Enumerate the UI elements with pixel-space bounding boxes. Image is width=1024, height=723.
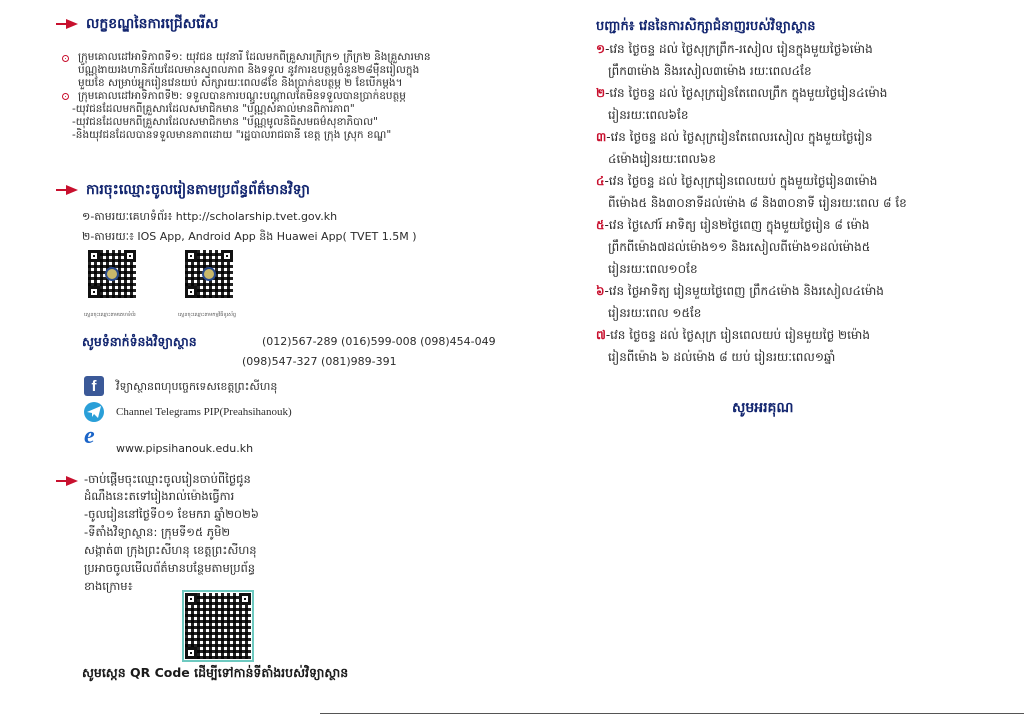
location-qr-code[interactable] — [185, 593, 251, 659]
schedule-text: ពីម៉ោង៥ និង៣០នាទីដល់ម៉ោង ៨ និង៣០នាទី រៀនរយៈពេល ៨ ខែ — [608, 196, 907, 210]
schedule-number: ២ — [596, 86, 606, 100]
thank-you-text: សូមអរគុណ — [732, 400, 794, 416]
schedule-line — [608, 262, 698, 277]
schedule-line — [608, 64, 812, 79]
schedule-text: -វេន ថ្ងៃចន្ទ ដល់ ថ្ងៃសុក្រ រៀនពេលយប់ រៀនមួយថ្ងៃ ២ម៉ោង — [605, 328, 870, 342]
registration-apps: ២-តាមរយៈ៖ IOS App, Android App និង Huawei App( TVET 1.5M ) — [82, 230, 417, 243]
criteria-line: -យុវជនដែលមកពីគ្រួសារដែលសមាជិកមាន "ប័ណ្ណមូលនិធិសមធម៌សុខាភិបាល" — [72, 116, 378, 128]
schedule-line — [596, 328, 870, 343]
schedule-text: -វេន ថ្ងៃអាទិត្យ រៀនមួយថ្ងៃពេញ ព្រឹក៤ម៉ោង និងរសៀល៤ម៉ោង — [604, 284, 884, 298]
schedule-line — [608, 306, 701, 321]
schedule-number: ១ — [596, 42, 606, 56]
registration-title: ការចុះឈ្មោះចូលរៀនតាមប្រព័ន្ធព័ត៌មានវិទ្យា — [86, 182, 310, 198]
criteria-line: ប័ណ្ណងាយរងហានិភ័យដែលមានសុពលភាព និងទទួល នូវការឧបត្ថម្ភចំនួន២៨ម៉ឺនរៀលក្នុង — [78, 64, 420, 76]
note-line: សង្កាត់៣ ក្រុងព្រះសីហនុ ខេត្តព្រះសីហនុ — [84, 543, 257, 557]
schedule-line — [596, 86, 887, 101]
schedule-number: ៤ — [596, 174, 605, 188]
note-line: -ចាប់ផ្តើមចុះឈ្មោះចូលរៀនចាប់ពីថ្ងៃជូន — [84, 472, 251, 486]
facebook-page-name[interactable]: វិទ្យាស្ថានពហុបច្ចេកទេសខេត្តព្រះសីហនុ — [116, 380, 278, 393]
schedule-text: ព្រឹក៣ម៉ោង និងរសៀល៣ម៉ោង រយៈពេល៤ខែ — [608, 64, 812, 78]
schedule-line — [596, 130, 872, 145]
bottom-divider — [320, 713, 1024, 714]
schedule-text: -វេន ថ្ងៃចន្ទ ដល់ ថ្ងៃសុក្ររៀនពេលយប់ ក្នុងមួយថ្ងៃរៀន៣ម៉ោង — [604, 174, 878, 188]
schedule-line — [608, 350, 835, 365]
note-line: ប្រអាចចូលមើលព័ត៌មានបន្ថែមតាមប្រព័ន្ធ — [84, 561, 256, 575]
scan-instruction: សូមស្កេន QR Code ដើម្បីទៅកាន់ទីតាំងរបស់វិទ្យាស្ថាន — [82, 665, 349, 680]
schedule-text: រៀនរយៈពេល ១៥ខែ — [608, 306, 702, 320]
schedule-title: បញ្ជាក់៖ វេននៃការសិក្សាជំនាញរបស់វិទ្យាស្ថាន — [596, 19, 816, 34]
criteria-line: ក្រុមគោលដៅអាទិភាពទី១: យុវជន យុវនារី ដែលមកពីគ្រួសារក្រីក្រ១ ក្រីក្រ២ និងគ្រួសារមាន — [78, 51, 431, 63]
registration-heading — [56, 180, 310, 201]
criteria-line: -យុវជនដែលមកពីគ្រួសារដែលសមាជិកមាន "ប័ណ្ណសំគាល់មានពិការភាព" — [72, 103, 355, 115]
schedule-number: ៦ — [596, 284, 605, 298]
schedule-text: ៤ម៉ោងរៀនរយៈពេល៦ខ — [608, 152, 717, 166]
contact-phones: (012)567-289 (016)599-008 (098)454-049 — [262, 335, 496, 348]
flower-bullet-icon — [62, 93, 69, 100]
schedule-text: រៀនពីម៉ោង ៦ ដល់ម៉ោង ៨ យប់ រៀនរយៈពេល១ឆ្នាំ — [608, 350, 836, 364]
institute-logo-icon — [202, 267, 216, 281]
right-panel — [580, 0, 1000, 723]
web-browser-icon[interactable]: e — [84, 423, 95, 449]
schedule-text: -វេន ថ្ងៃចន្ទ ដល់ ថ្ងៃសុក្រព្រឹក-រសៀល រៀនក្នុងមួយថ្ងៃ៦ម៉ោង — [605, 42, 873, 56]
facebook-icon[interactable]: f — [84, 376, 104, 396]
schedule-number: ៣ — [596, 130, 607, 144]
schedule-line — [596, 174, 877, 189]
selection-criteria-heading — [56, 14, 218, 35]
schedule-text: រៀនរយៈពេល៦ខែ — [608, 108, 689, 122]
schedule-line — [596, 218, 870, 233]
note-line: -ទីតាំងវិទ្យាស្ថាន: ក្រុមទី១៥ ភូមិ២ — [84, 525, 231, 539]
schedule-number: ៥ — [596, 218, 605, 232]
contact-label: សូមទំនាក់ទំនងវិទ្យាស្ថាន — [82, 334, 197, 349]
criteria-line: មួយខែ សម្រាប់អ្នករៀនវេនយប់ សិក្សារយៈពេល៨ខែ និងប្រាក់ឧបត្ថម្ភ ២ ខែបើកម្តង។ — [78, 77, 403, 89]
qr1-caption: ស្កេនចុះឈ្មោះតាមគេហទំព័រ — [84, 312, 136, 318]
flower-bullet-icon — [62, 55, 69, 62]
criteria-line: ក្រុមគោលដៅអាទិភាពទី២: ទទួលបានការបណ្តុះបណ្តាលតែមិនទទួលបានប្រាក់ឧបត្ថម្ភ — [78, 90, 406, 102]
schedule-line — [596, 284, 884, 299]
schedule-line — [608, 196, 907, 211]
schedule-line — [608, 108, 688, 123]
website-url[interactable]: www.pipsihanouk.edu.kh — [116, 442, 254, 455]
website-qr-code[interactable] — [88, 250, 136, 298]
telegram-icon[interactable] — [84, 402, 104, 422]
schedule-text: -វេន ថ្ងៃចន្ទ ដល់ ថ្ងៃសុក្ររៀនតែពេលព្រឹក ក្នុងមួយថ្ងៃរៀន៤ម៉ោង — [605, 86, 888, 100]
qr2-caption: ស្កេនចុះឈ្មោះតាមកម្មវិធីទូរស័ព្ទ — [178, 312, 237, 318]
schedule-text: -វេន ថ្ងៃសៅរ៍ អាទិត្យ រៀន២ថ្ងៃពេញ ក្នុងមួយថ្ងៃរៀន ៨ ម៉ោង — [604, 218, 870, 232]
schedule-line — [596, 42, 873, 57]
note-line: ខាងក្រោម៖ — [84, 579, 133, 593]
red-arrow-icon — [56, 476, 78, 486]
selection-criteria-title: លក្ខខណ្ឌនៃការជ្រើសរើស — [86, 16, 219, 32]
note-line: ដំណឹងនេះតទៅរៀងរាល់ម៉ោងធ្វើការ — [84, 489, 235, 503]
red-arrow-icon — [56, 185, 78, 195]
contact-phones: (098)547-327 (081)989-391 — [242, 355, 397, 368]
schedule-line — [608, 240, 870, 255]
schedule-text: រៀនរយៈពេល១០ខែ — [608, 262, 698, 276]
criteria-line: -និងយុវជនដែលបានទទួលមានភាពដោយ "រដ្ឋបាលរាជធានី ខេត្ត ក្រុង ស្រុក ខណ្ឌ" — [72, 129, 392, 141]
app-qr-code[interactable] — [185, 250, 233, 298]
schedule-line — [608, 152, 716, 167]
telegram-channel-name[interactable]: Channel Telegrams PIP(Preahsihanouk) — [116, 406, 292, 418]
schedule-text: -វេន ថ្ងៃចន្ទ ដល់ ថ្ងៃសុក្ររៀនតែពេលរសៀល ក្នុងមួយថ្ងៃរៀន — [606, 130, 873, 144]
schedule-text: ព្រឹកពីម៉ោង៧ដល់ម៉ោង១១ និងរសៀលពីម៉ោង១ដល់ម៉ោង៥ — [608, 240, 871, 254]
red-arrow-icon — [56, 19, 78, 29]
schedule-number: ៧ — [596, 328, 606, 342]
registration-website[interactable]: ១-តាមរយៈគេហទំព័រ៖ http://scholarship.tvet.gov.kh — [82, 210, 338, 223]
note-line: -ចូលរៀននៅថ្ងៃទី០១ ខែមករា ឆ្នាំ២០២៦ — [84, 507, 259, 521]
institute-logo-icon — [105, 267, 119, 281]
